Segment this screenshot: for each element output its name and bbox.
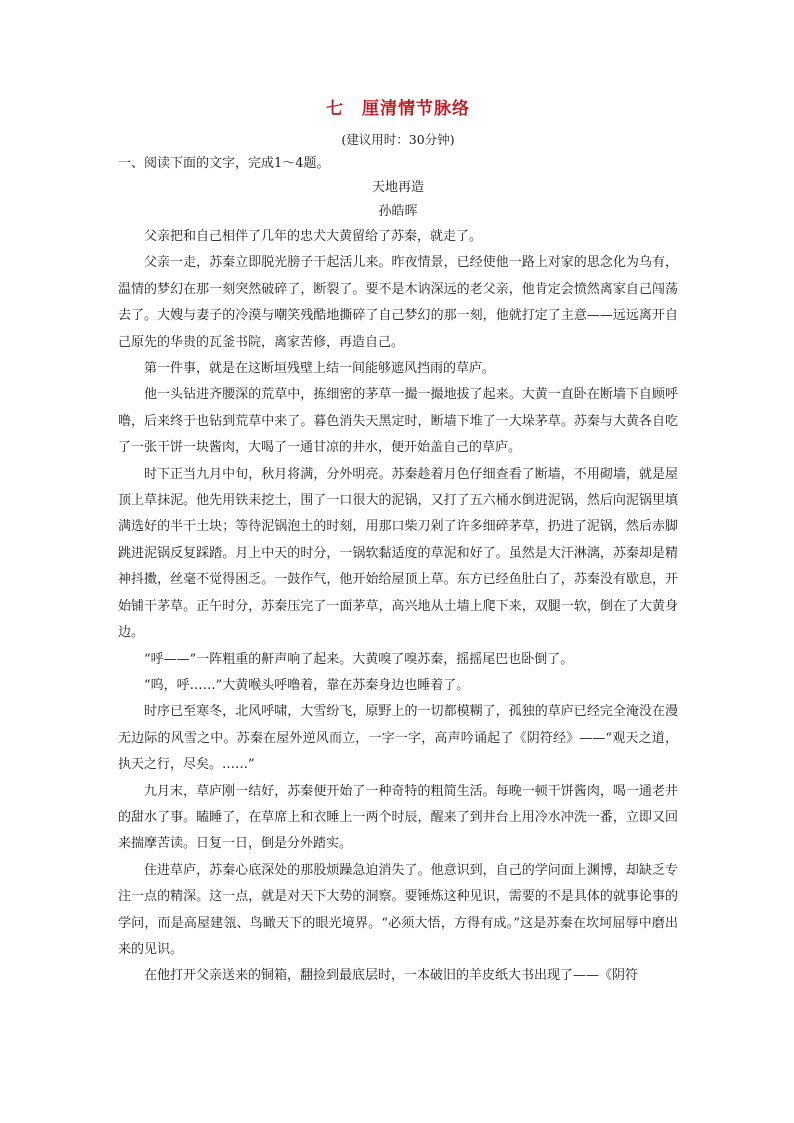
paragraph: 第一件事，就是在这断垣残壁上结一间能够遮风挡雨的草庐。: [144, 361, 496, 377]
paragraph: “呼——”一阵粗重的鼾声响了起来。大黄嗅了嗅苏秦，摇摇尾巴也卧倒了。: [144, 651, 574, 667]
paragraph: 在他打开父亲送来的铜箱，翻捡到最底层时，一本破旧的羊皮纸大书出现了——《阴符: [144, 968, 639, 984]
paragraph: “呜，呼……”大黄喉头呼噜着，靠在苏秦身边也睡着了。: [144, 677, 470, 693]
paragraph: 时序已至寒冬，北风呼啸，大雪纷飞，原野上的一切都模糊了，孤独的草庐已经完全淹没在漫无边际的风雪之中。苏秦在屋外逆风而立，一字一字，高声吟诵起了《阴符经》——“观天之道，执天之行，尽矣。……”: [118, 704, 678, 773]
paragraph: 九月末，草庐刚一结好，苏秦便开始了一种奇特的粗简生活。每晚一顿干饼酱肉，喝一通老井的甜水了事。瞌睡了，在草席上和衣睡上一两个时辰，醒来了到井台上用冷水冲洗一番，立即又回来揣摩苦读。日复一日，倒是分外踏实。: [118, 783, 678, 852]
article-title: 天地再造: [371, 180, 424, 195]
section-title: 七 厘清情节脉络: [326, 99, 470, 119]
paragraph: 住进草庐，苏秦心底深处的那股烦躁急迫消失了。他意识到，自己的学问面上渊博，却缺乏专注一点的精深。这一点，就是对天下大势的洞察。要锤炼这种见识，需要的不是具体的就事论事的学问，而是高屋建瓴、鸟瞰天下的眼光境界。“必须大悟，方得有成。”这是苏秦在坎坷屈辱中磨出来的见识。: [118, 862, 678, 957]
paragraph: 他一头钻进齐腰深的荒草中，拣细密的茅草一撮一撮地拔了起来。大黄一直卧在断墙下自顾呼噜，后来终于也钻到荒草中来了。暮色消失天黑定时，断墙下堆了一大垛茅草。苏秦与大黄各自吃了一张干饼一块酱肉，大喝了一通甘凉的井水，便开始盖自己的草庐。: [118, 387, 678, 456]
paragraph: 父亲把和自己相伴了几年的忠犬大黄留给了苏秦，就走了。: [144, 229, 483, 244]
document-page: [118, 96, 678, 990]
article-body: [118, 224, 678, 990]
article-author: 孙皓晖: [378, 204, 418, 219]
question-instruction: 一、阅读下面的文字，完成1～4题。: [118, 156, 330, 171]
paragraph: 时下正当九月中旬，秋月将满，分外明亮。苏秦趁着月色仔细查看了断墙，不用砌墙，就是屋顶上草抹泥。他先用铁耒挖土，围了一口很大的泥锅，又打了五六桶水倒进泥锅，然后向泥锅里填满选好的半干土块；等待泥锅泡土的时刻，用那口柴刀剁了许多细碎茅草，扔进了泥锅，然后赤脚跳进泥锅反复踩踏。月上中天的时分，一锅软黏适度的草泥和好了。虽然是大汗淋漓，苏秦却是精神抖擞，丝毫不觉得困乏。一鼓作气，他开始给屋顶上草。东方已经鱼肚白了，苏秦没有歇息，开始铺干茅草。正午时分，苏秦压完了一面茅草，高兴地从土墙上爬下来，双腿一软，倒在了大黄身边。: [118, 466, 678, 641]
paragraph: 父亲一走，苏秦立即脱光膀子干起活儿来。昨夜情景，已经使他一路上对家的思念化为乌有，温情的梦幻在那一刻突然破碎了，断裂了。要不是木讷深远的老父亲，他肯定会愤然离家自己闯荡去了。大嫂与妻子的冷漠与嘲笑残酷地撕碎了自己梦幻的那一刻，他就打定了主意——远远离开自己原先的华贵的瓦釜书院，离家苦修，再造自己。: [118, 255, 678, 350]
time-hint: (建议用时：30分钟): [341, 132, 455, 147]
